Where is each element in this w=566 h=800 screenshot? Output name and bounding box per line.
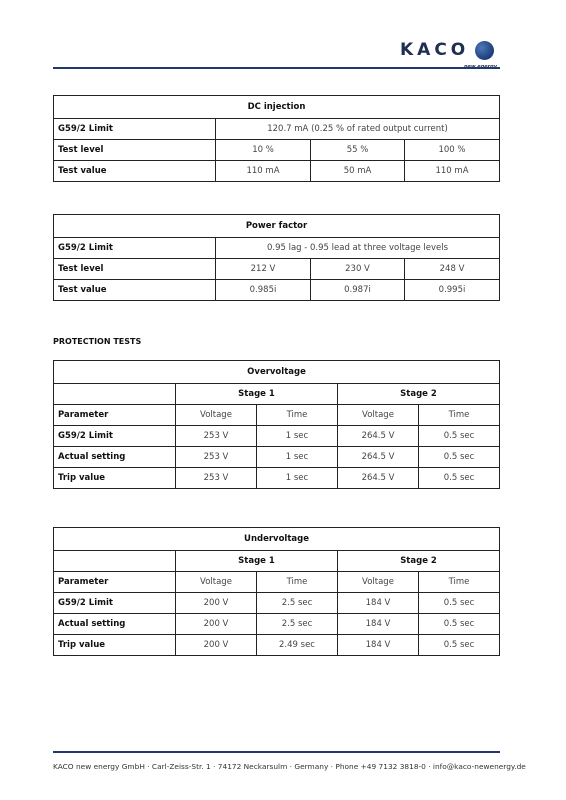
row-label: Actual setting	[54, 447, 176, 468]
table-cell: 253 V	[176, 468, 257, 489]
table-title: Power factor	[54, 215, 500, 238]
table-cell: 0.995i	[405, 280, 500, 301]
table-cell: 200 V	[176, 614, 257, 635]
table-cell: 0.5 sec	[419, 593, 500, 614]
limit-value: 120.7 mA (0.25 % of rated output current)	[216, 119, 500, 140]
table-cell: 264.5 V	[338, 468, 419, 489]
stage-2-header: Stage 2	[338, 384, 500, 405]
table-cell: 264.5 V	[338, 426, 419, 447]
table-cell: 200 V	[176, 593, 257, 614]
table-cell: 2.5 sec	[257, 593, 338, 614]
row-label: G59/2 Limit	[54, 119, 216, 140]
table-title: Undervoltage	[54, 528, 500, 551]
table-cell: 253 V	[176, 426, 257, 447]
table-cell: 200 V	[176, 635, 257, 656]
table-cell: 184 V	[338, 614, 419, 635]
table-cell: 212 V	[216, 259, 311, 280]
table-cell: Voltage	[338, 572, 419, 593]
stage-1-header: Stage 1	[176, 384, 338, 405]
table-cell: 253 V	[176, 447, 257, 468]
empty-cell	[54, 551, 176, 572]
table-cell: 1 sec	[257, 447, 338, 468]
table-cell: 0.987i	[311, 280, 405, 301]
table-cell: 0.5 sec	[419, 447, 500, 468]
table-title: Overvoltage	[54, 361, 500, 384]
row-label: Trip value	[54, 635, 176, 656]
table-cell: Time	[257, 572, 338, 593]
table-cell: 2.5 sec	[257, 614, 338, 635]
table-cell: 0.5 sec	[419, 468, 500, 489]
table-cell: 184 V	[338, 635, 419, 656]
table-cell: 230 V	[311, 259, 405, 280]
table-cell: 0.985i	[216, 280, 311, 301]
row-label: Parameter	[54, 405, 176, 426]
stage-2-header: Stage 2	[338, 551, 500, 572]
table-cell: 100 %	[405, 140, 500, 161]
stage-1-header: Stage 1	[176, 551, 338, 572]
table-cell: 10 %	[216, 140, 311, 161]
table-cell: 110 mA	[405, 161, 500, 182]
table-cell: 248 V	[405, 259, 500, 280]
table-cell: 0.5 sec	[419, 426, 500, 447]
footer-rule	[53, 751, 500, 753]
overvoltage-table	[53, 360, 500, 489]
table-cell: 110 mA	[216, 161, 311, 182]
table-title: DC injection	[54, 96, 500, 119]
empty-cell	[54, 384, 176, 405]
section-heading: PROTECTION TESTS	[53, 337, 142, 346]
table-cell: Time	[419, 572, 500, 593]
row-label: Test level	[54, 259, 216, 280]
table-cell: Time	[419, 405, 500, 426]
limit-value: 0.95 lag - 0.95 lead at three voltage levels	[216, 238, 500, 259]
table-cell: Voltage	[176, 572, 257, 593]
logo-wordmark: KACO	[400, 40, 470, 60]
dc-injection-table	[53, 95, 500, 182]
row-label: G59/2 Limit	[54, 238, 216, 259]
row-label: Test level	[54, 140, 216, 161]
row-label: G59/2 Limit	[54, 426, 176, 447]
table-cell: 1 sec	[257, 468, 338, 489]
table-cell: 184 V	[338, 593, 419, 614]
table-cell: 0.5 sec	[419, 614, 500, 635]
table-cell: Voltage	[338, 405, 419, 426]
table-cell: 2.49 sec	[257, 635, 338, 656]
table-cell: 50 mA	[311, 161, 405, 182]
table-cell: 264.5 V	[338, 447, 419, 468]
row-label: Actual setting	[54, 614, 176, 635]
power-factor-table	[53, 214, 500, 301]
table-cell: 0.5 sec	[419, 635, 500, 656]
row-label: G59/2 Limit	[54, 593, 176, 614]
undervoltage-table	[53, 527, 500, 656]
table-cell: Time	[257, 405, 338, 426]
table-cell: Voltage	[176, 405, 257, 426]
row-label: Test value	[54, 280, 216, 301]
row-label: Test value	[54, 161, 216, 182]
table-cell: 1 sec	[257, 426, 338, 447]
row-label: Trip value	[54, 468, 176, 489]
row-label: Parameter	[54, 572, 176, 593]
logo-globe-icon	[475, 41, 494, 60]
table-cell: 55 %	[311, 140, 405, 161]
header-rule	[53, 67, 500, 69]
footer-address: KACO new energy GmbH · Carl-Zeiss-Str. 1 · 74172 Neckarsulm · Germany · Phone +49 7132 3818-0 · info@kaco-newenergy.de	[53, 762, 526, 771]
